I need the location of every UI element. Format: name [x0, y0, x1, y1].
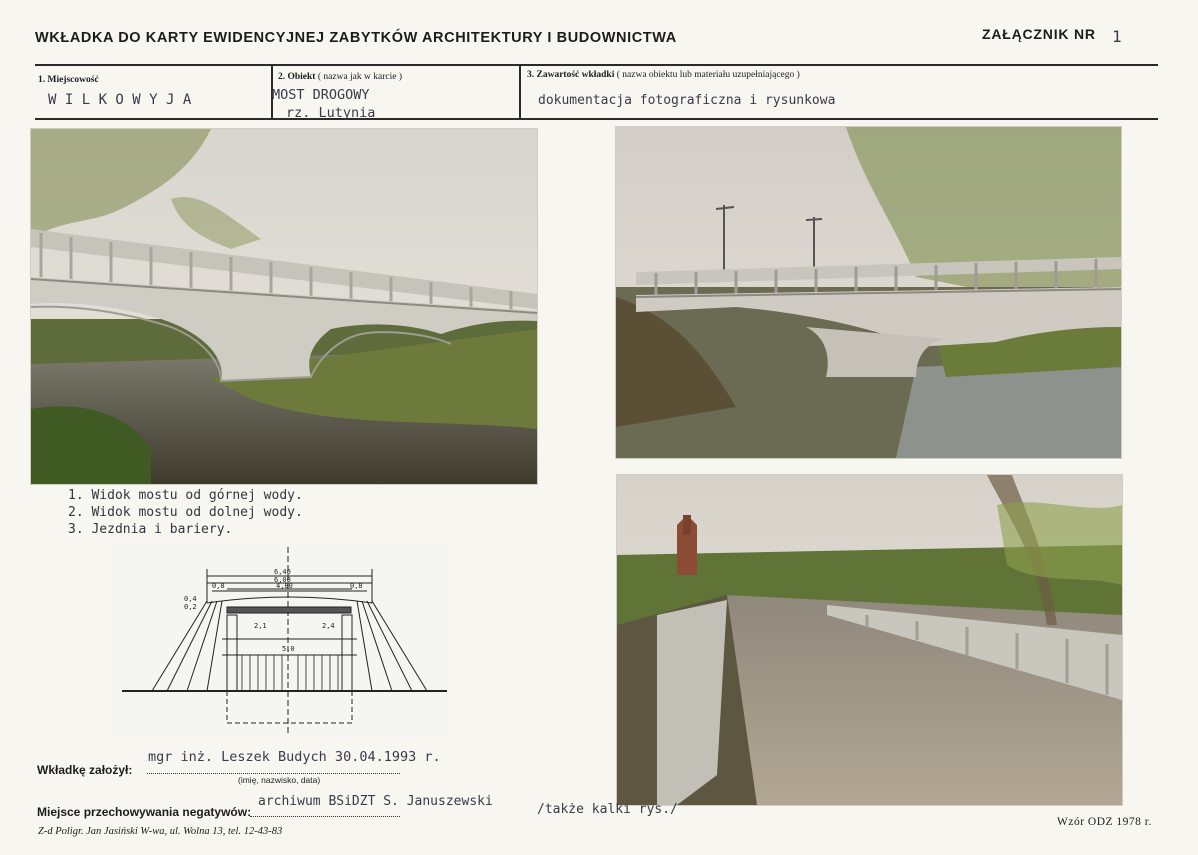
photo-roadway-image [617, 475, 1122, 805]
founder-label: Wkładkę założył: [37, 763, 133, 777]
contents-label-main: 3. Zawartość wkładki [527, 70, 615, 80]
contents-value: dokumentacja fotograficzna i rysunkowa [538, 93, 836, 108]
dim-left: 0,8 [212, 582, 225, 590]
photo-downstream-image [616, 127, 1121, 458]
caption-1: 1. Widok mostu od górnej wody. [68, 488, 303, 503]
dim-top: 6,40 [274, 568, 291, 576]
negatives-extra: /także kalki rys./ [537, 802, 678, 817]
cross-section-drawing [112, 543, 452, 738]
annex-number: 1 [1112, 27, 1122, 46]
dim-vertical-2: 2,4 [322, 622, 335, 630]
caption-3: 3. Jezdnia i bariery. [68, 522, 233, 537]
locality-label: 1. Miejscowość [38, 75, 99, 85]
document-title: WKŁADKA DO KARTY EWIDENCYJNEJ ZABYTKÓW ARCHITEKTURY I BUDOWNICTWA [35, 30, 677, 46]
object-label-main: 2. Obiekt [278, 72, 316, 82]
dim-inner: 4,80 [276, 582, 293, 590]
founder-value: mgr inż. Leszek Budych 30.04.1993 r. [148, 749, 441, 765]
negatives-line [250, 815, 400, 817]
annex-label: ZAŁĄCZNIK NR [982, 26, 1096, 42]
negatives-label: Miejsce przechowywania negatywów: [37, 805, 252, 819]
cross-section-svg [112, 543, 452, 738]
photo-roadway-barriers [616, 474, 1123, 806]
object-label [278, 72, 402, 82]
caption-2: 2. Widok mostu od dolnej wody. [68, 505, 303, 520]
photo-upstream-view [30, 128, 538, 485]
locality-value: W I L K O W Y J A [48, 92, 192, 108]
photo-upstream-image [31, 129, 537, 484]
negatives-value: archiwum BSiDZT S. Januszewski [258, 794, 493, 809]
dim-mid: 6,00 [274, 576, 291, 584]
photo-captions [68, 487, 303, 538]
dim-vertical-1: 2,1 [254, 622, 267, 630]
printer-note: Z-d Poligr. Jan Jasiński W-wa, ul. Wolna 13, tel. 12-43-83 [38, 826, 283, 837]
contents-label [527, 70, 800, 80]
dim-side-1: 0,4 [184, 595, 197, 603]
table-top-line [35, 64, 1158, 66]
table-divider-2 [519, 64, 521, 119]
table-bottom-line [35, 118, 1158, 120]
founder-note: (imię, nazwisko, data) [238, 775, 321, 785]
object-value-line1: MOST DROGOWY [272, 87, 370, 103]
founder-line [147, 772, 400, 774]
dim-span: 5,0 [282, 645, 295, 653]
template-version: Wzór ODZ 1978 r. [1057, 816, 1152, 828]
object-value-line2: rz. Lutynia [286, 105, 376, 121]
dim-side-2: 0,2 [184, 603, 197, 611]
contents-label-note: ( nazwa obiektu lub materiału uzupełniającego ) [616, 70, 800, 80]
dim-right: 0,8 [350, 582, 363, 590]
photo-downstream-view [615, 126, 1122, 459]
object-label-note: ( nazwa jak w karcie ) [317, 72, 402, 82]
